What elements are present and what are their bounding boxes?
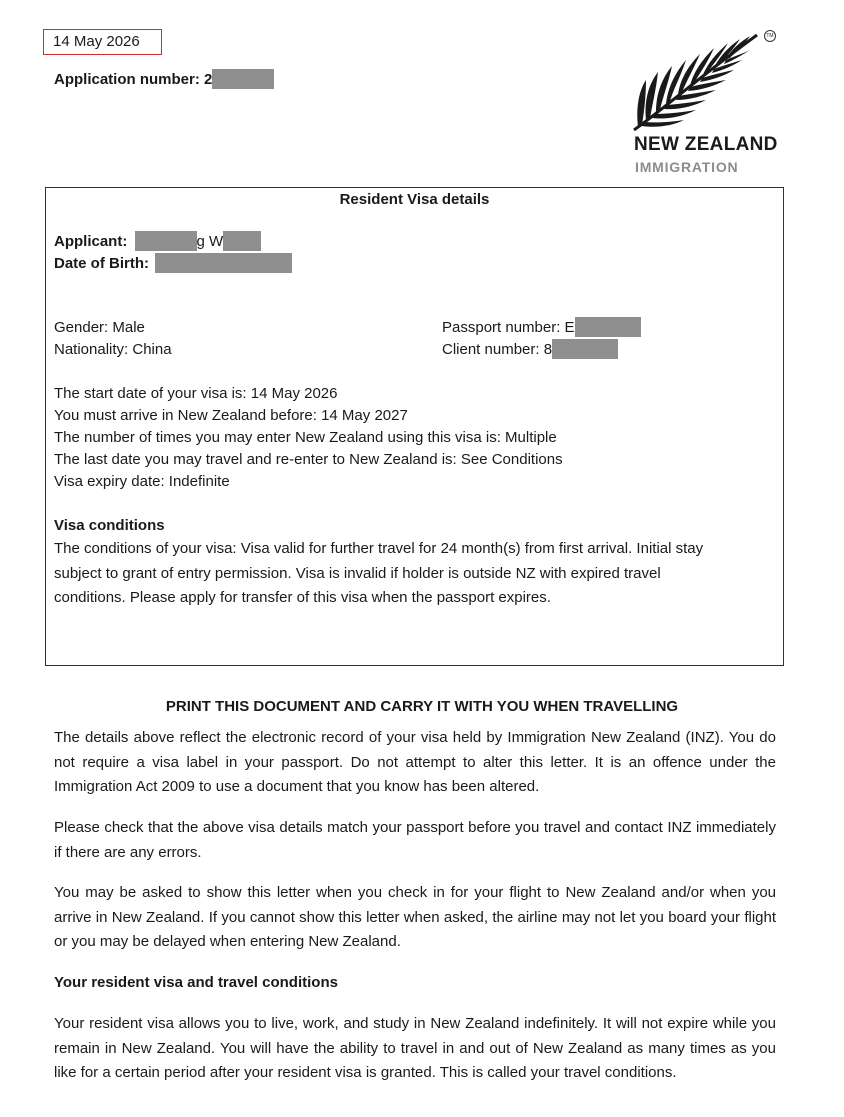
paragraph-check-details: Please check that the above visa details match your passport before you travel and contact INZ immediately if there are any errors. — [54, 819, 776, 861]
redaction-block — [135, 231, 197, 251]
logo-line-2: IMMIGRATION — [635, 159, 739, 175]
redaction-block — [223, 231, 261, 251]
arrive-before: You must arrive in New Zealand before: 14 May 2027 — [54, 407, 408, 424]
applicant-visible-name: g W — [196, 233, 224, 250]
client-label: Client number: 8 — [442, 341, 553, 358]
visa-conditions-line-1: The conditions of your visa: Visa valid for further travel for 24 month(s) from first arrival. Initial stay — [54, 540, 704, 557]
paragraph-electronic-record: The details above reflect the electronic record of your visa held by Immigration New Zealand (INZ). You do not require a visa label in your passport. Do not attempt to alter this letter. It is an offence under the Immigration Act 2009 to use a document that you know has been altered. — [54, 729, 776, 795]
visa-box-title: Resident Visa details — [339, 191, 490, 208]
print-instruction-heading: PRINT THIS DOCUMENT AND CARRY IT WITH YOU WHEN TRAVELLING — [165, 698, 679, 715]
visa-expiry-date: Visa expiry date: Indefinite — [54, 473, 230, 490]
last-travel-date: The last date you may travel and re-enter to New Zealand is: See Conditions — [54, 451, 563, 468]
gender: Gender: Male — [54, 319, 145, 336]
applicant-label: Applicant: — [54, 233, 128, 250]
application-number — [54, 69, 274, 91]
silver-fern-icon — [632, 30, 772, 134]
passport-row — [442, 317, 641, 339]
visa-start-date: The start date of your visa is: 14 May 2026 — [54, 385, 338, 402]
trademark-symbol: TM — [764, 30, 776, 42]
nationality: Nationality: China — [54, 341, 172, 358]
logo-line-1: NEW ZEALAND — [634, 134, 778, 155]
dob-row — [54, 253, 292, 275]
visa-conditions-line-2: subject to grant of entry permission. Visa is invalid if holder is outside NZ with expired travel — [54, 564, 661, 582]
redaction-block — [575, 317, 641, 337]
number-of-entries: The number of times you may enter New Zealand using this visa is: Multiple — [54, 429, 557, 446]
client-row — [442, 339, 618, 361]
application-number-label: Application number: 2 — [54, 71, 213, 88]
redaction-block — [212, 69, 274, 89]
redaction-block — [155, 253, 292, 273]
visa-conditions-heading: Visa conditions — [54, 517, 165, 534]
paragraph-show-letter: You may be asked to show this letter when you check in for your flight to New Zealand and/or when you arrive in New Zealand. If you cannot show this letter when asked, the airline may not let you board your flight or you may be delayed when entering New Zealand. — [54, 884, 776, 950]
redaction-block — [552, 339, 618, 359]
visa-conditions-line-3: conditions. Please apply for transfer of this visa when the passport expires. — [54, 589, 551, 606]
applicant-row — [54, 231, 261, 253]
travel-conditions-heading: Your resident visa and travel conditions — [54, 974, 338, 991]
paragraph-resident-visa: Your resident visa allows you to live, work, and study in New Zealand indefinitely. It will not expire while you remain in New Zealand. You will have the ability to travel in and out of New Zealand as many times as you like for a certain period after your resident visa is granted. This is called your travel conditions. — [54, 1015, 776, 1081]
passport-label: Passport number: E — [442, 319, 575, 336]
nz-immigration-logo — [632, 30, 777, 180]
dob-label: Date of Birth: — [54, 255, 149, 272]
letter-date: 14 May 2026 — [43, 29, 162, 55]
